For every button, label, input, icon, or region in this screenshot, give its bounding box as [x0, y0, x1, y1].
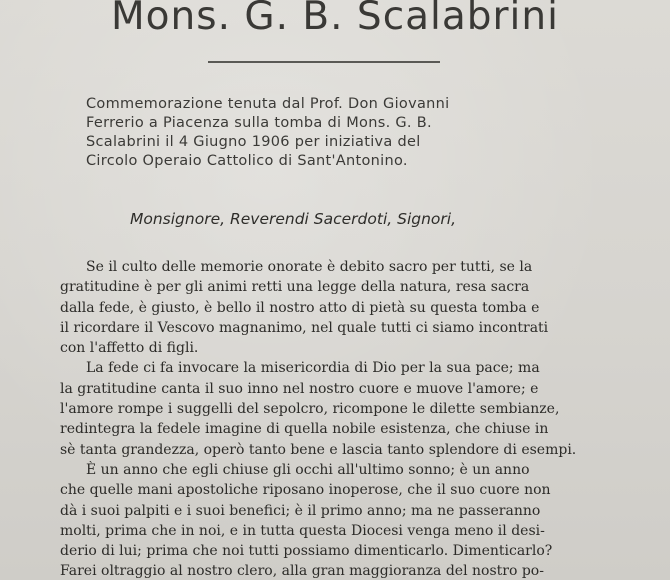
speech-body	[60, 257, 585, 580]
body-line: Se il culto delle memorie onorate è debito sacro per tutti, se la	[86, 259, 533, 275]
salutation: Monsignore, Reverendi Sacerdoti, Signori,	[130, 210, 457, 228]
document-title: Mons. G. B. Scalabrini	[111, 0, 559, 39]
body-line: che quelle mani apostoliche riposano inoperose, che il suo cuore non	[60, 482, 551, 499]
body-line: derio di lui; prima che noi tutti possiamo dimenticarlo. Dimenticarlo?	[60, 543, 553, 560]
body-line: Farei oltraggio al nostro clero, alla gran maggioranza del nostro po-	[60, 563, 544, 580]
body-line: redintegra la fedele imagine di quella nobile esistenza, che chiuse in	[60, 421, 549, 438]
body-line: gratitudine è per gli animi retti una legge della natura, resa sacra	[60, 279, 530, 296]
body-line: dà i suoi palpiti e i suoi benefici; è il primo anno; ma ne passeranno	[60, 502, 541, 519]
body-line: La fede ci fa invocare la misericordia di Dio per la sua pace; ma	[86, 360, 540, 377]
commemoration-caption	[58, 95, 618, 171]
body-line: sè tanta grandezza, operò tanto bene e lascia tanto splendore di esempi.	[60, 441, 577, 458]
caption-line: Circolo Operaio Cattolico di Sant'Antonino.	[86, 153, 408, 169]
caption-line: Ferrerio a Piacenza sulla tomba di Mons. G. B.	[86, 115, 432, 131]
body-line: l'amore rompe i suggelli del sepolcro, ricompone le dilette sembianze,	[60, 401, 560, 418]
body-line: È un anno che egli chiuse gli occhi all'ultimo sonno; è un anno	[86, 461, 530, 478]
body-line: dalla fede, è giusto, è bello il nostro atto di pietà su questa tomba e	[60, 299, 540, 316]
body-line: il ricordare il Vescovo magnanimo, nel quale tutti ci siamo incontrati	[60, 319, 549, 336]
caption-line: Commemorazione tenuta dal Prof. Don Giovanni	[86, 96, 450, 112]
body-line: la gratitudine canta il suo inno nel nostro cuore e muove l'amore; e	[60, 380, 539, 397]
caption-line: Scalabrini il 4 Giugno 1906 per iniziativa del	[86, 134, 421, 150]
title-divider	[208, 61, 440, 63]
body-line: con l'affetto di figli.	[60, 340, 199, 357]
body-line: molti, prima che in noi, e in tutta questa Diocesi venga meno il desi-	[60, 522, 545, 539]
